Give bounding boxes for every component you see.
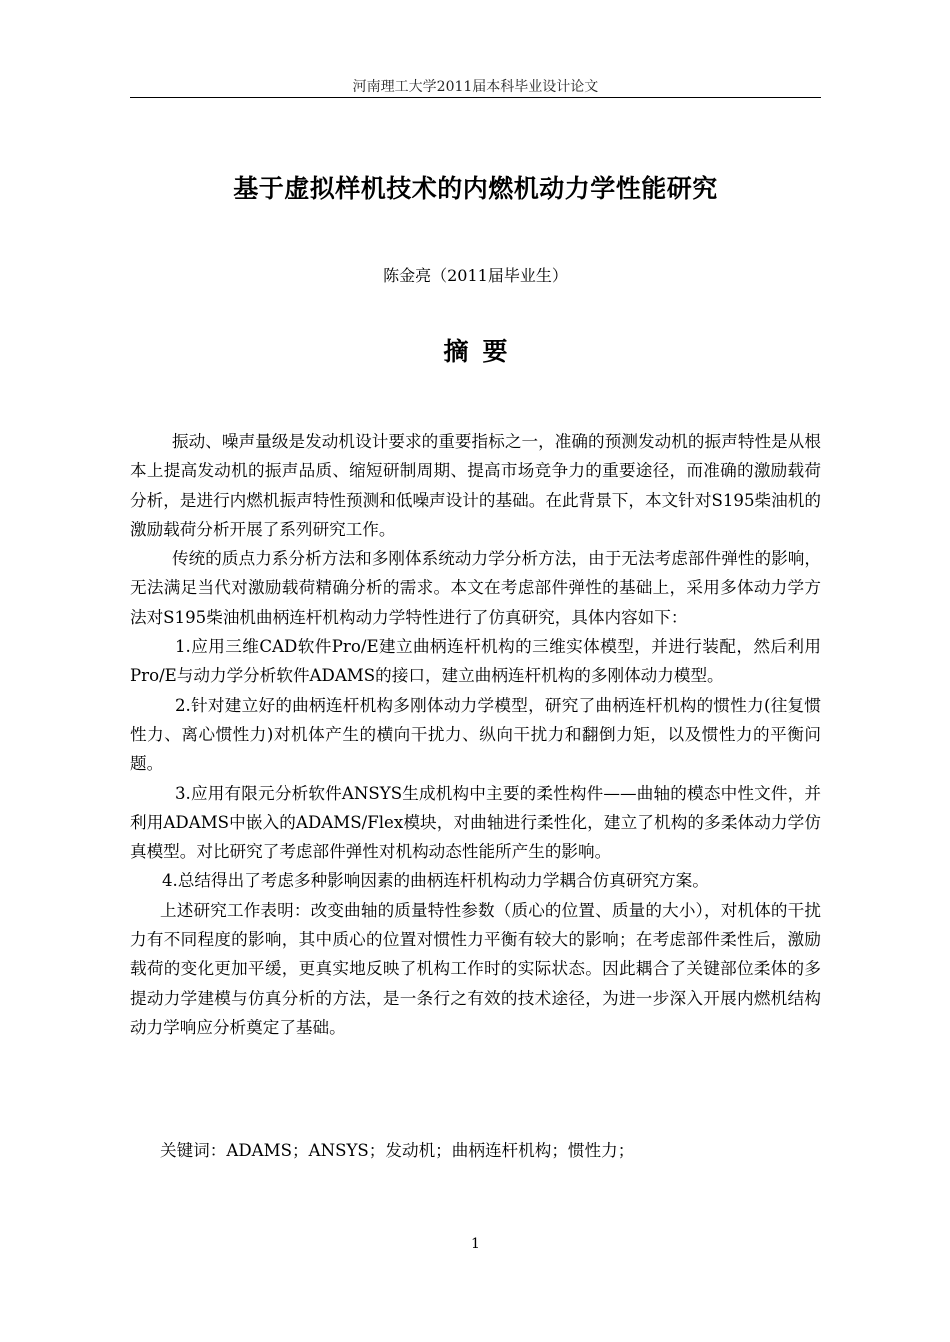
paragraph: 上述研究工作表明：改变曲轴的质量特性参数（质心的位置、质量的大小），对机体的干扰力有不同程度的影响，其中质心的位置对惯性力平衡有较大的影响；在考虑部件柔性后，激励载荷的变化更加平缓，更真实地反映了机构工作时的实际状态。因此耦合了关键部位柔体的多提动力学建模与仿真分析的方法，是一条行之有效的技术途径，为进一步深入开展内燃机结构动力学响应分析奠定了基础。 (130, 900, 821, 1037)
header-rule (130, 97, 821, 98)
list-item: 4.总结得出了考虑多种影响因素的曲柄连杆机构动力学耦合仿真研究方案。 (162, 871, 709, 891)
author-line: 陈金亮（2011届毕业生） (383, 266, 568, 285)
running-header: 河南理工大学2011届本科毕业设计论文 (352, 79, 599, 95)
list-item: 2.针对建立好的曲柄连杆机构多刚体动力学模型，研究了曲柄连杆机构的惯性力(往复惯性力、离心惯性力)对机体产生的横向干扰力、纵向干扰力和翻倒力矩，以及惯性力的平衡问题。 (130, 695, 821, 774)
keywords-line: 关键词：ADAMS；ANSYS；发动机；曲柄连杆机构；惯性力； (160, 1141, 635, 1160)
abstract-heading: 摘要 (443, 337, 522, 366)
paragraph: 振动、噪声量级是发动机设计要求的重要指标之一，准确的预测发动机的振声特性是从根本上提高发动机的振声品质、缩短研制周期、提高市场竞争力的重要途径，而准确的激励载荷分析，是进行内燃机振声特性预测和低噪声设计的基础。在此背景下，本文针对S195柴油机的激励载荷分析开展了系列研究工作。 (130, 432, 821, 539)
list-item: 1.应用三维CAD软件Pro/E建立曲柄连杆机构的三维实体模型，并进行装配，然后利用Pro/E与动力学分析软件ADAMS的接口，建立曲柄连杆机构的多刚体动力模型。 (130, 637, 821, 686)
paragraph: 传统的质点力系分析方法和多刚体系统动力学分析方法，由于无法考虑部件弹性的影响，无法满足当代对激励载荷精确分析的需求。本文在考虑部件弹性的基础上，采用多体动力学方法对S195柴油机曲柄连杆机构动力学特性进行了仿真研究，具体内容如下： (130, 549, 821, 627)
document-title: 基于虚拟样机技术的内燃机动力学性能研究 (233, 174, 718, 203)
list-item: 3.应用有限元分析软件ANSYS生成机构中主要的柔性构件——曲轴的模态中性文件，并利用ADAMS中嵌入的ADAMS/Flex模块，对曲轴进行柔性化，建立了机构的多柔体动力学仿真模型。对比研究了考虑部件弹性对机构动态性能所产生的影响。 (130, 783, 821, 862)
page-number: 1 (471, 1236, 480, 1252)
abstract-body (130, 427, 821, 1042)
